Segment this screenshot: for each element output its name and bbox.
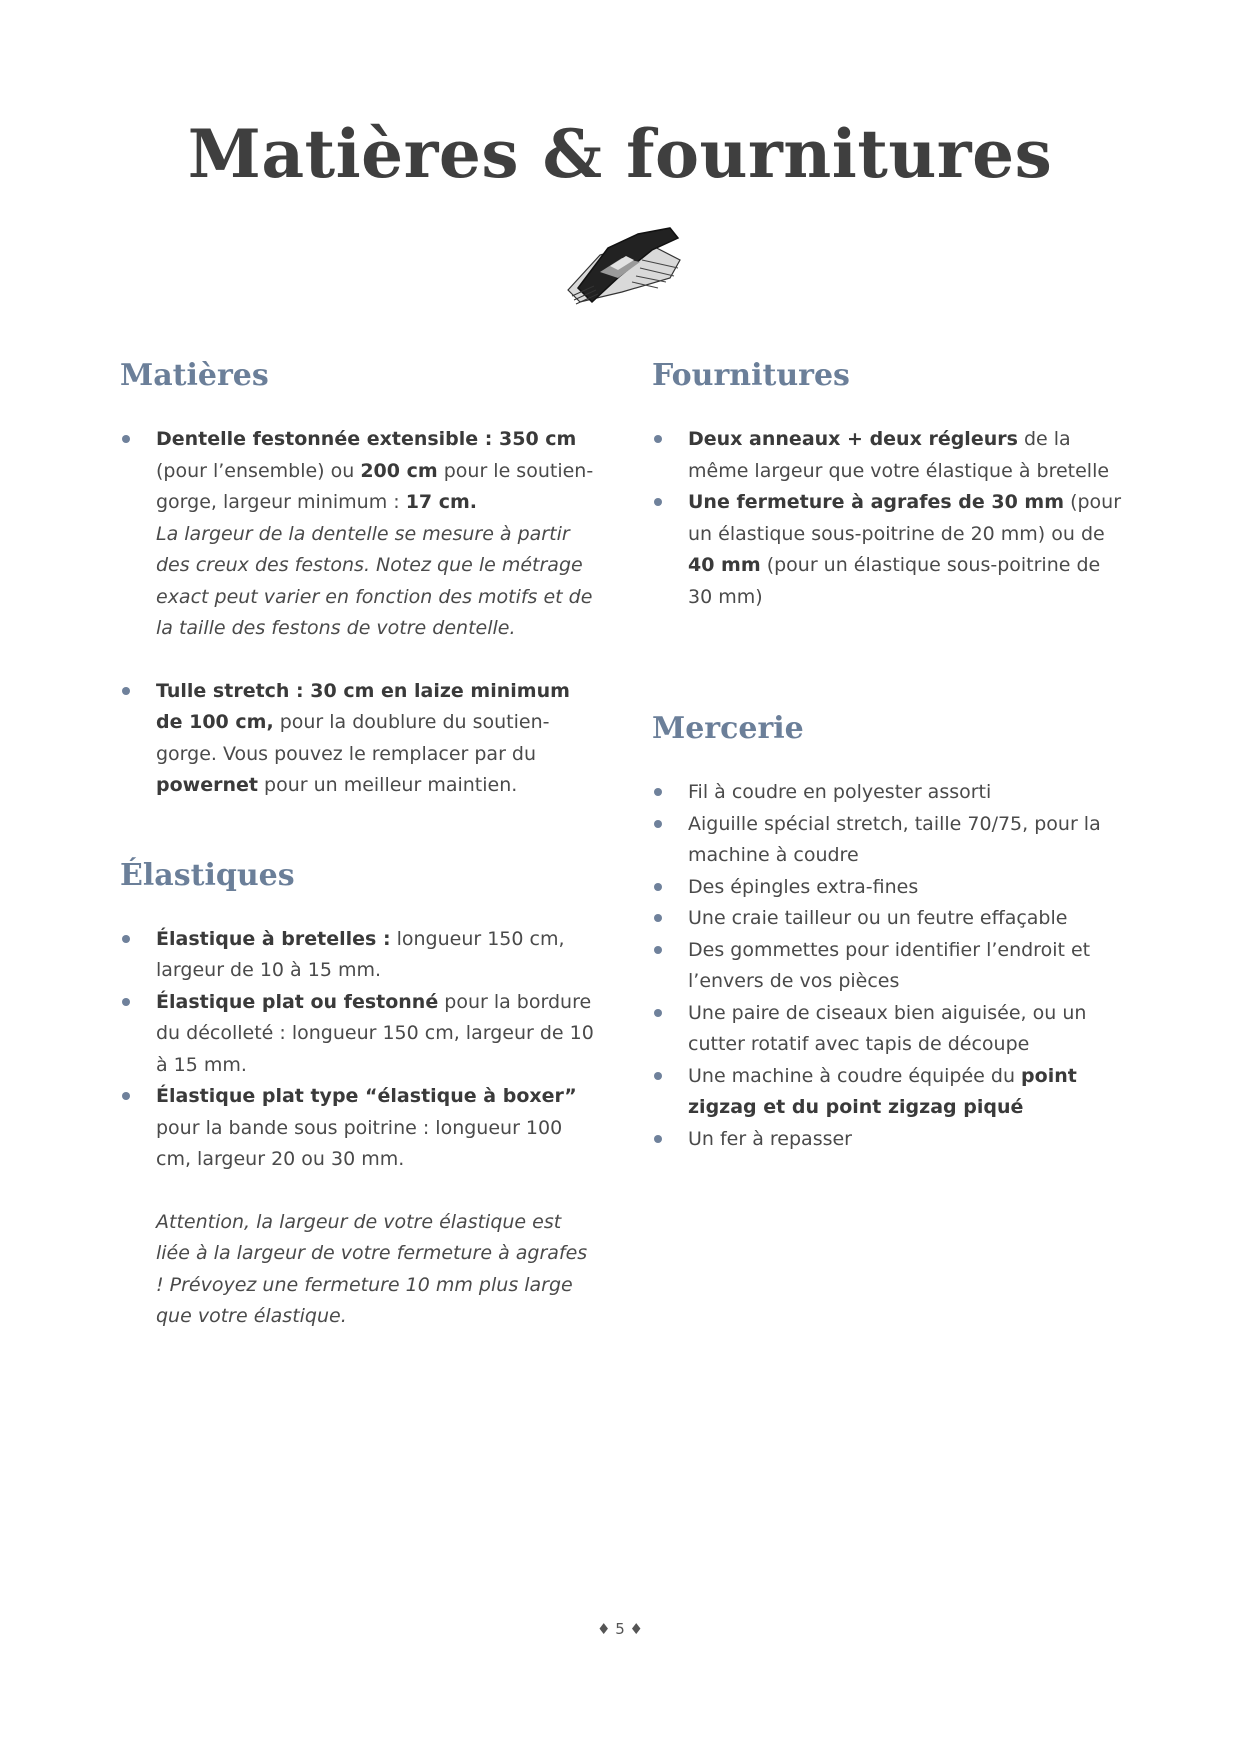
item-bold: 17 cm. <box>405 491 478 513</box>
item-text: longueur 150 cm, largeur de 10 à 15 mm. <box>156 927 565 981</box>
item-text: de la même largeur que votre élastique à bretelle <box>688 428 1110 482</box>
item-bold: Élastique plat ou festonné <box>156 990 439 1013</box>
item-bold: point zigzag et du point zigzag piqué <box>688 1064 1077 1118</box>
item-bold: Élastique plat type “élastique à boxer” <box>156 1085 577 1107</box>
item-text: Une machine à coudre équipée du <box>688 1064 1022 1087</box>
item-bold: Deux anneaux + deux régleurs <box>688 428 1018 450</box>
item-bold: 200 cm <box>360 459 438 482</box>
item-text: (pour un élastique sous-poitrine de 20 mm) ou de <box>688 491 1122 545</box>
item-text: pour un meilleur maintien. <box>257 774 518 796</box>
section-title-mercerie: Mercerie <box>652 711 804 746</box>
item-text: pour le soutien-gorge, largeur minimum : <box>156 459 594 513</box>
item-bold: Une fermeture à agrafes de 30 mm <box>688 491 1065 513</box>
elastiques-note: Attention, la largeur de votre élastique est liée à la largeur de votre fermeture à agrafes ! Prévoyez une fermeture 10 mm plus large que votre élastique. <box>156 1210 588 1327</box>
item-text: pour la doublure du soutien-gorge. Vous pouvez le remplacer par du <box>156 711 550 765</box>
list-item <box>120 1081 600 1176</box>
left-column <box>120 356 600 1333</box>
page-title: Matières & fournitures <box>187 115 1053 193</box>
item-bold: Tulle stretch : 30 cm en laize minimum de 100 cm, <box>156 679 570 733</box>
item-text: pour la bande sous poitrine : longueur 100 cm, largeur 20 ou 30 mm. <box>156 1116 563 1170</box>
item-bold: 40 mm <box>688 554 761 576</box>
page-number: ♦ 5 ♦ <box>597 1620 643 1638</box>
list-item <box>652 487 1122 613</box>
section-title-fournitures: Fournitures <box>652 358 850 393</box>
list-item <box>120 424 600 645</box>
right-column <box>652 356 1122 1155</box>
list-item <box>120 676 600 802</box>
list-item <box>120 924 600 987</box>
mercerie-list <box>652 777 1122 1155</box>
item-text: (pour l’ensemble) ou <box>156 459 361 482</box>
item-bold: Dentelle festonnée extensible : 350 cm <box>156 428 577 450</box>
item-italic-note: La largeur de la dentelle se mesure à partir des creux des festons. Notez que le métrage exact peut varier en fonction des motifs et de la taille des festons de votre dentelle. <box>156 522 593 639</box>
list-item <box>120 987 600 1082</box>
section-title-elastiques: Élastiques <box>120 857 295 893</box>
clip-icon <box>560 220 690 315</box>
elastiques-list <box>120 924 600 1176</box>
list-item: Fil à coudre en polyester assorti <box>652 777 1122 809</box>
section-title-matieres: Matières <box>120 358 269 393</box>
list-item <box>652 1061 1122 1124</box>
matieres-list <box>120 424 600 802</box>
item-text: (pour un élastique sous-poitrine de 30 mm) <box>688 554 1101 608</box>
list-item: Des gommettes pour identifier l’endroit et l’envers de vos pièces <box>652 935 1122 998</box>
list-item <box>652 424 1122 487</box>
list-item: Une craie tailleur ou un feutre effaçable <box>652 903 1122 935</box>
item-text: pour la bordure du décolleté : longueur 150 cm, largeur de 10 à 15 mm. <box>156 990 594 1076</box>
item-bold: Élastique à bretelles : <box>156 927 391 950</box>
list-item: Un fer à repasser <box>652 1124 1122 1156</box>
list-item: Des épingles extra-fines <box>652 872 1122 904</box>
list-item: Une paire de ciseaux bien aiguisée, ou un cutter rotatif avec tapis de découpe <box>652 998 1122 1061</box>
fournitures-list <box>652 424 1122 613</box>
item-bold: powernet <box>156 774 258 796</box>
list-item: Aiguille spécial stretch, taille 70/75, pour la machine à coudre <box>652 809 1122 872</box>
